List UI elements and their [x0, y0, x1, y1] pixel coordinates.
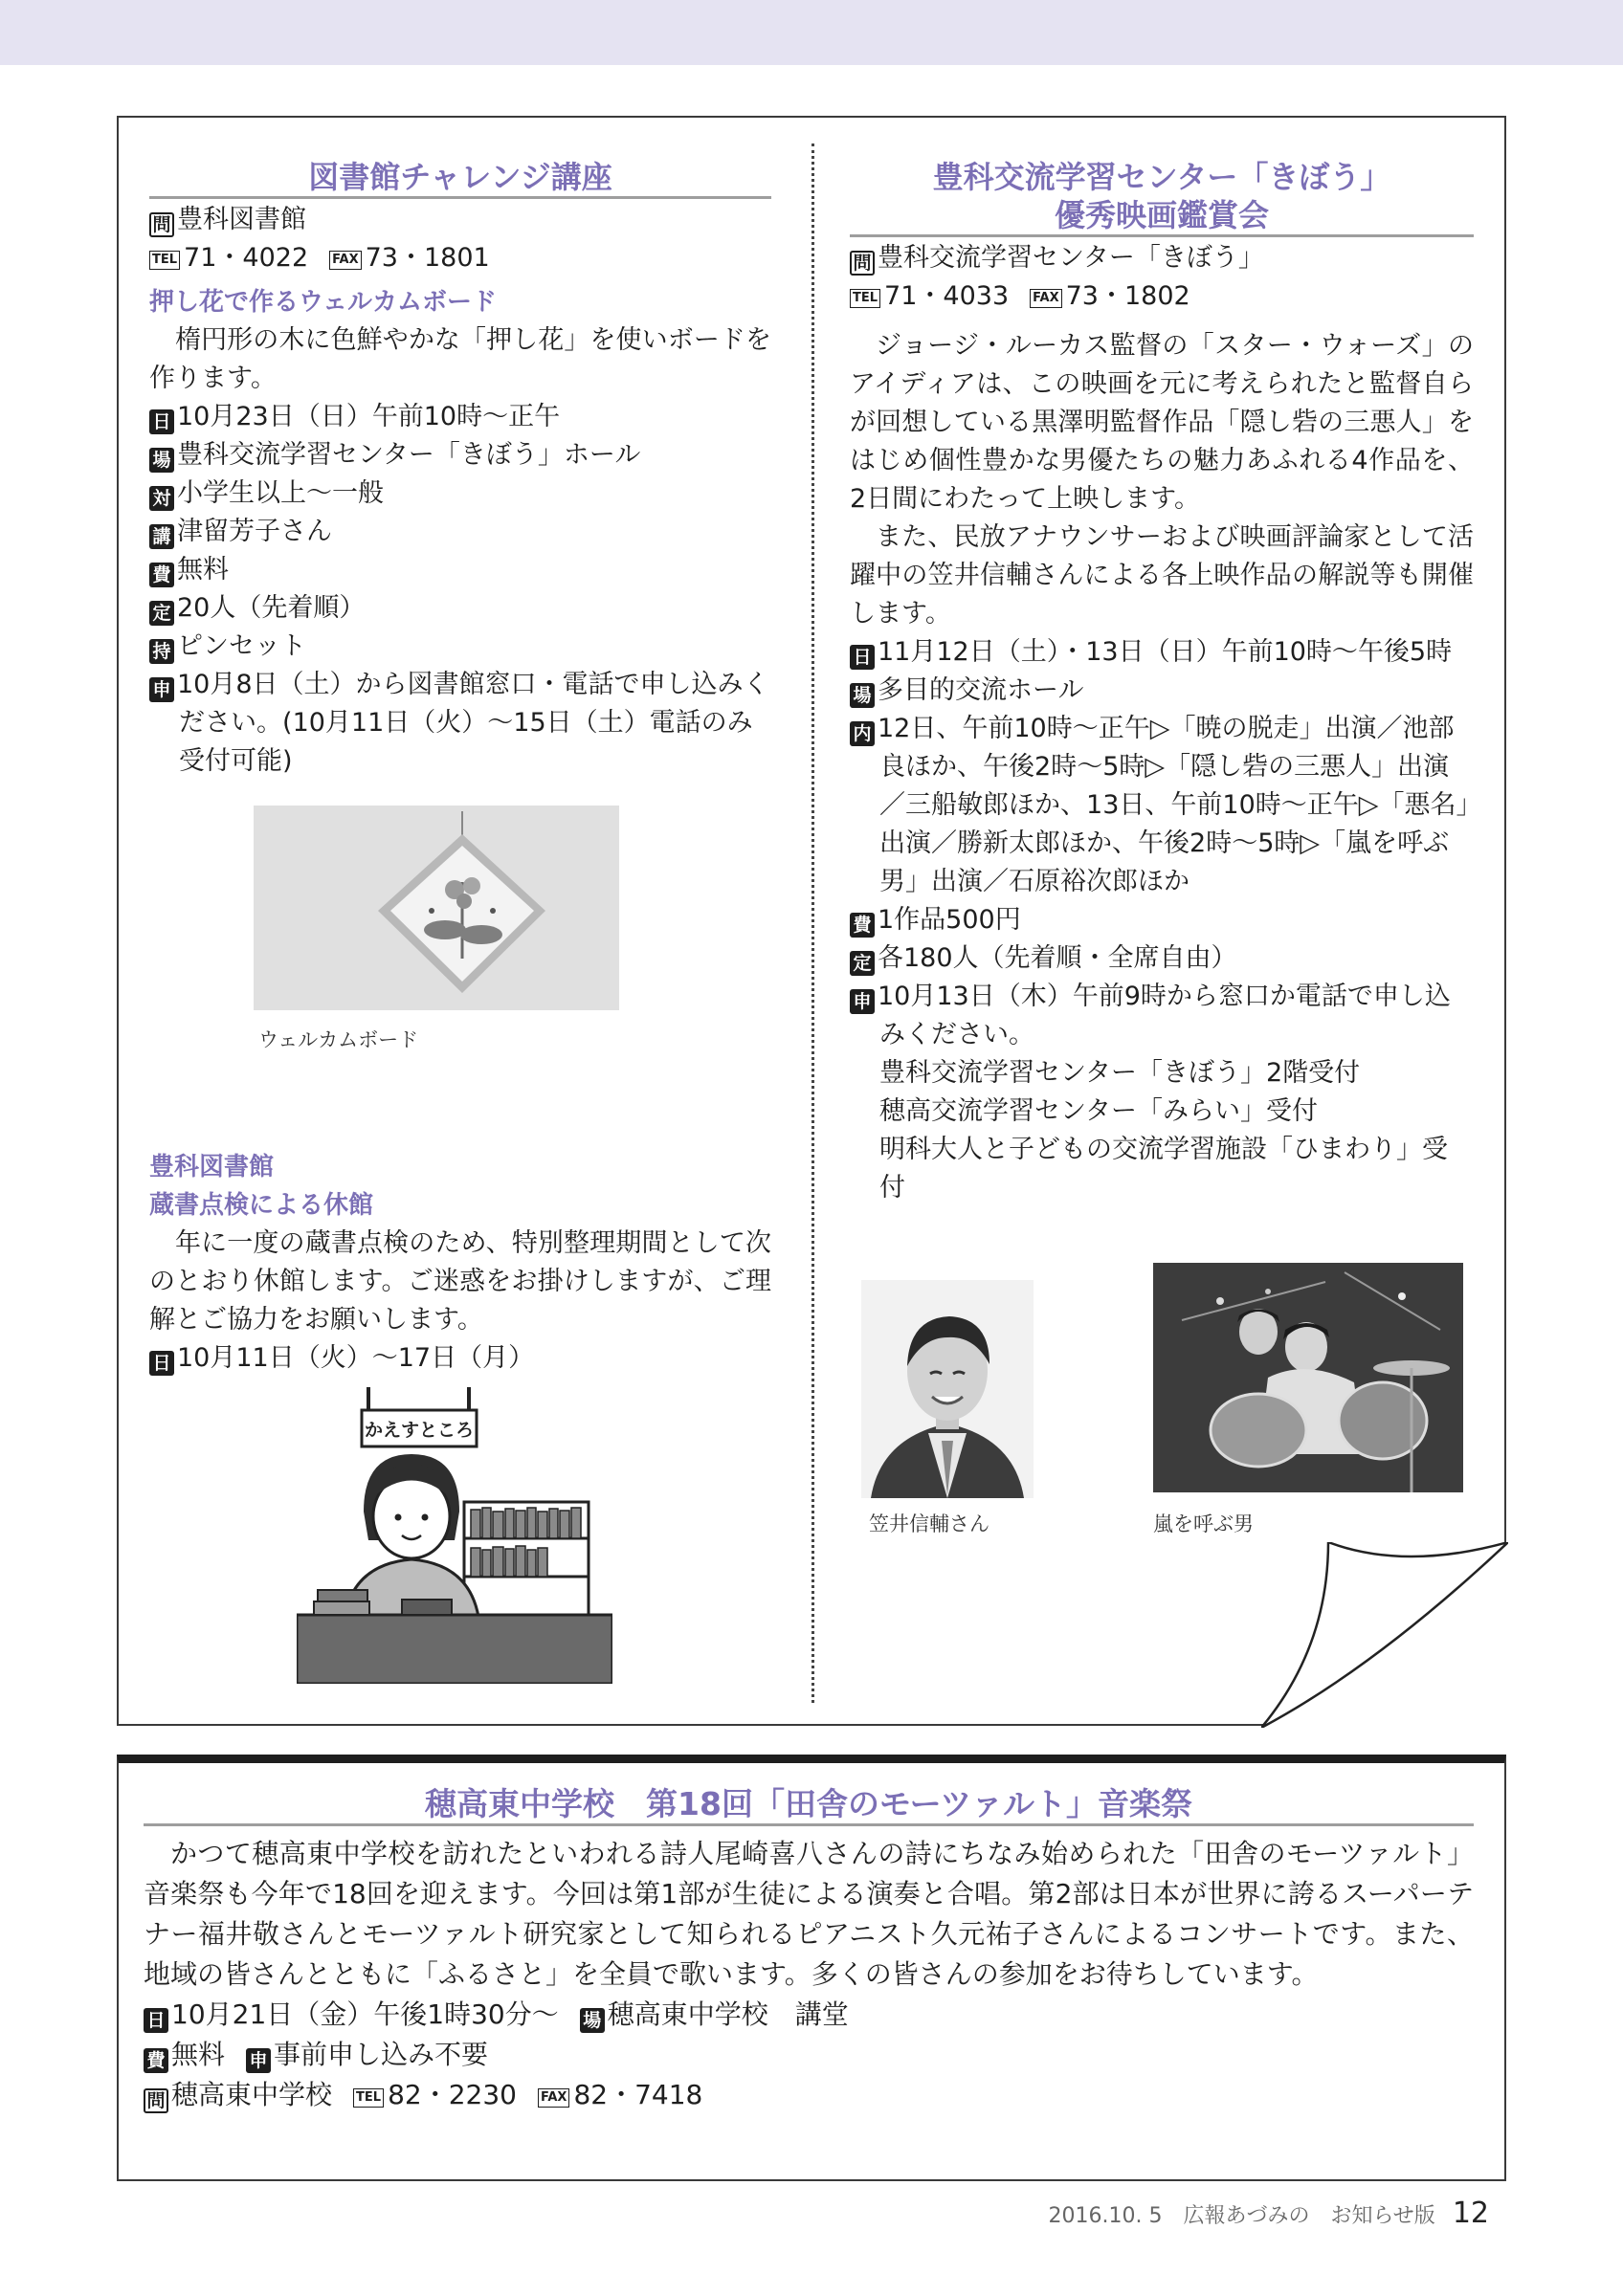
event-heading: 押し花で作るウェルカムボード: [149, 288, 497, 317]
apply-icon: 申: [246, 2048, 271, 2073]
librarian-illustration: [297, 1387, 612, 1684]
welcome-board-caption: ウェルカムボード: [258, 1028, 419, 1051]
lecturer-icon: 講: [149, 524, 174, 549]
kasai-portrait: [861, 1280, 1034, 1498]
concert-contact: 問 穂高東中学校 TEL 82・2230 FAX 82・7418: [144, 2075, 1474, 2115]
venue-item: 明科大人と子どもの交流学習施設「ひまわり」受付: [879, 1135, 1449, 1203]
welcome-board-image: [254, 806, 619, 1010]
movie-description: ジョージ・ルーカス監督の「スター・ウォーズ」のアイディアは、この映画を元に考えられたと監督自らが回想している黒澤明監督作品「隠し砦の三悪人」をはじめ個性豊かな男優たちの魅力あふれる4作品を、2日間にわたって上映します。: [850, 331, 1474, 514]
concert-title: 穂高東中学校 第18回「田舎のモーツァルト」音楽祭: [425, 1785, 1192, 1822]
movie-title-line2: 優秀映画鑑賞会: [1054, 197, 1269, 233]
bring-icon: 持: [149, 639, 174, 664]
library-contact: 問 豊科図書館: [149, 201, 771, 239]
date-icon: 日: [149, 1351, 174, 1376]
event-date: 日 10月23日（日）午前10時～正午: [149, 398, 771, 436]
apply-icon: 申: [149, 677, 174, 702]
page-curl: [1261, 1542, 1508, 1728]
inquiry-icon: 問: [850, 251, 875, 276]
movie-section: [850, 158, 1474, 1207]
movie-title-line1: 豊科交流学習センター「きぼう」: [932, 159, 1391, 195]
event-place: 場 豊科交流学習センター「きぼう」ホール: [149, 436, 771, 475]
fax-icon: FAX: [1030, 289, 1061, 308]
movie-date: 日 11月12日（土）・13日（日）午前10時～午後5時: [850, 633, 1474, 672]
film-still-caption: 嵐を呼ぶ男: [1153, 1512, 1254, 1535]
place-icon: 場: [580, 2008, 605, 2033]
fax-icon: FAX: [329, 251, 361, 270]
library-title-block: [149, 158, 771, 199]
date-icon: 日: [144, 2008, 168, 2033]
place-icon: 場: [850, 683, 875, 708]
movie-fee: 費 1作品500円: [850, 901, 1474, 939]
library-section: [149, 158, 771, 1378]
kasai-photo: [861, 1280, 1034, 1498]
venue-item: 穂高交流学習センター「みらい」受付: [879, 1096, 1318, 1126]
library-phone: TEL 71・4022 FAX 73・1801: [149, 239, 771, 277]
fee-icon: 費: [850, 913, 875, 938]
closure-heading: 蔵書点検による休館: [149, 1191, 374, 1220]
concert-fee-apply: 費 無料 申 事前申し込み不要: [144, 2035, 1474, 2075]
welcome-board-photo: [254, 806, 619, 1010]
tel-icon: TEL: [850, 289, 880, 308]
movie-title-block: [850, 158, 1474, 237]
movie-commentary: また、民放アナウンサーおよび映画評論家として活躍中の笠井信輔さんによる各上映作品の解説等も開催します。: [850, 522, 1474, 629]
tel-icon: TEL: [353, 2088, 384, 2108]
event-target: 対 小学生以上～一般: [149, 475, 771, 513]
date-icon: 日: [850, 645, 875, 670]
event-description: 楕円形の木に色鮮やかな「押し花」を使いボードを作ります。: [149, 325, 771, 393]
movie-phone: TEL 71・4033 FAX 73・1802: [850, 277, 1474, 316]
target-icon: 対: [149, 486, 174, 511]
apply-icon: 申: [850, 989, 875, 1014]
column-divider: [812, 144, 814, 1703]
movie-content: 内 12日、午前10時～正午▷「暁の脱走」出演／池部良ほか、午後2時～5時▷「隠し砦の三悪人」出演／三船敏郎ほか、13日、午前10時～正午▷「悪名」出演／勝新太郎ほか、午後2時～5時▷「嵐を呼ぶ男」出演／石原裕次郎ほか: [850, 710, 1474, 901]
closure-org: 豊科図書館: [149, 1153, 275, 1181]
fax-icon: FAX: [538, 2088, 569, 2108]
closure-date: 日 10月11日（火）～17日（月）: [149, 1339, 771, 1378]
page-number: 12: [1452, 2197, 1489, 2230]
capacity-icon: 定: [850, 951, 875, 976]
event-lecturer: 講 津留芳子さん: [149, 513, 771, 551]
page-footer: [1049, 2197, 1490, 2230]
concert-section: [144, 1785, 1474, 2115]
movie-place: 場 多目的交流ホール: [850, 672, 1474, 710]
movie-contact: 問 豊科交流学習センター「きぼう」: [850, 239, 1474, 277]
page-curl-graphic: [1261, 1542, 1508, 1728]
concert-description: かつて穂高東中学校を訪れたといわれる詩人尾崎喜八さんの詩にちなみ始められた「田舎のモーツァルト」音楽祭も今年で18回を迎えます。今回は第1部が生徒による演奏と合唱。第2部は日本が世界に誇るスーパーテナー福井敬さんとモーツァルト研究家として知られるピアニスト久元祐子さんによるコンサートです。また、地域の皆さんとともに「ふるさと」を全員で歌います。多くの皆さんの参加をお待ちしています。: [144, 1838, 1474, 1990]
film-still-image: [1153, 1263, 1463, 1492]
event-capacity: 定 20人（先着順）: [149, 589, 771, 628]
kasai-caption: 笠井信輔さん: [869, 1512, 989, 1535]
inquiry-icon: 問: [144, 2088, 168, 2113]
movie-apply: 申 10月13日（木）午前9時から窓口か電話で申し込みください。: [850, 978, 1474, 1054]
date-icon: 日: [149, 409, 174, 434]
fee-icon: 費: [149, 563, 174, 587]
venue-item: 豊科交流学習センター「きぼう」2階受付: [879, 1058, 1361, 1088]
event-bring: 持 ピンセット: [149, 628, 771, 666]
place-icon: 場: [149, 448, 174, 473]
concert-title-block: [144, 1785, 1474, 1826]
inquiry-icon: 問: [149, 212, 174, 237]
return-sign-text: かえすところ: [364, 1420, 475, 1441]
content-icon: 内: [850, 721, 875, 746]
top-color-band: [0, 0, 1623, 65]
publication-name: 広報あづみの お知らせ版: [1183, 2204, 1435, 2228]
librarian-drawing: [297, 1387, 612, 1684]
event-apply: 申 10月8日（土）から図書館窓口・電話で申し込みください。(10月11日（火）～15日（土）電話のみ受付可能): [149, 666, 771, 781]
event-fee: 費 無料: [149, 551, 771, 589]
closure-description: 年に一度の蔵書点検のため、特別整理期間として次のとおり休館します。ご迷惑をお掛けしますが、ご理解とご協力をお願いします。: [149, 1228, 771, 1335]
library-title: 図書館チャレンジ講座: [308, 159, 612, 195]
concert-date-place: 日 10月21日（金）午後1時30分～ 場 穂高東中学校 講堂: [144, 1995, 1474, 2035]
movie-capacity: 定 各180人（先着順・全席自由）: [850, 939, 1474, 978]
tel-icon: TEL: [149, 251, 180, 270]
fee-icon: 費: [144, 2048, 168, 2073]
capacity-icon: 定: [149, 601, 174, 626]
film-still-photo: [1153, 1263, 1463, 1492]
issue-date: 2016.10. 5: [1048, 2204, 1163, 2228]
